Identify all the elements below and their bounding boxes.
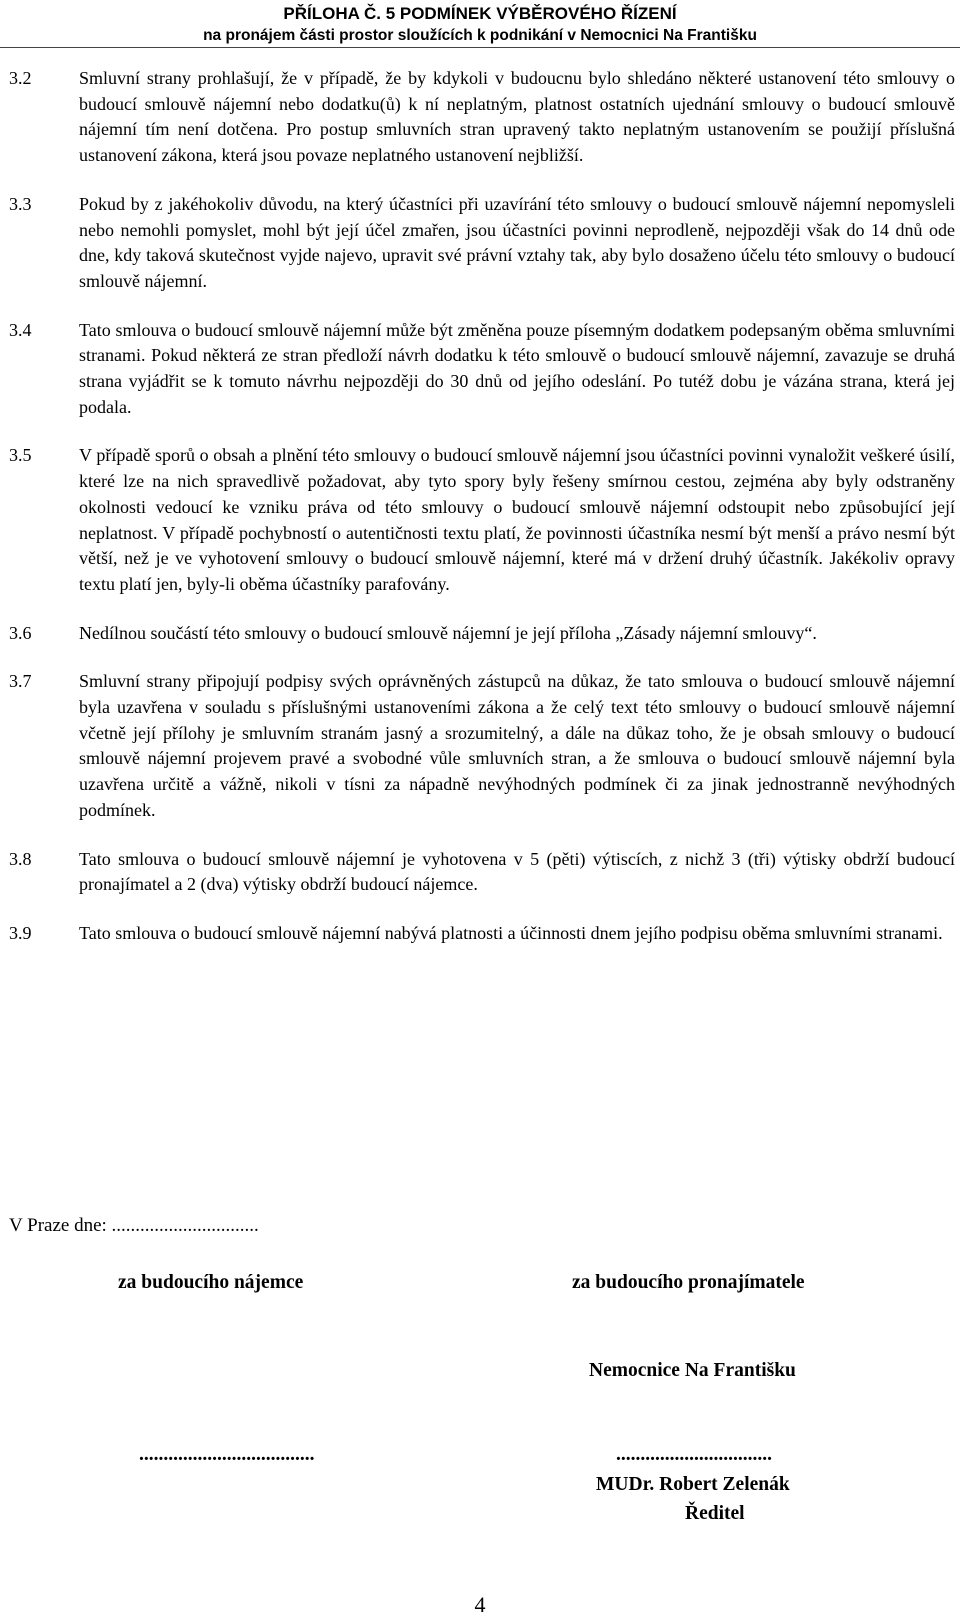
clause-3-2 [0, 66, 960, 169]
tenant-signature-line: .................................... [139, 1444, 315, 1465]
tenant-heading: za budoucího nájemce [118, 1272, 304, 1293]
clause-text: V případě sporů o obsah a plnění této smlouvy o budoucí smlouvě nájemní jsou účastníci povinni vynaložit veškeré úsilí, které lze na nich spravedlivě požadovat, aby tyto spory byly řešeny smírnou cestou, zejména aby byly odstraněny okolnosti vedoucí ke vzniku práva od této smlouvy o budoucí smlouvě nájemní odstoupit nebo způsobující její neplatnost. V případě pochybností o autentičnosti textu platí, že povinnosti účastníka nesmí být menší a právo nesmí být větší, než je ve vyhotovení smlouvy o budoucí smlouvě nájemní, které má v držení druhý účastník. Jakékoliv opravy textu platí jen, byly-li oběma účastníky parafovány. [79, 445, 955, 594]
clause-text: Smluvní strany připojují podpisy svých oprávněných zástupců na důkaz, že tato smlouva o budoucí smlouvě nájemní byla uzavřena v souladu s příslušnými ustanoveními zákona a že celý text této smlouvy o budoucí smlouvě nájemní včetně její přílohy je smluvním stranám jasný a srozumitelný, a dále na důkaz toho, že je obsah smlouvy o budoucí smlouvě nájemní projevem pravé a svobodné vůle smluvních stran, a že smlouva o budoucí smlouvě nájemní byla uzavřena určitě a vážně, nikoli v tísni za nápadně nevýhodných podmínek či za jinak jednostranně nevýhodných podmínek. [79, 671, 955, 820]
clause-3-3 [0, 192, 960, 295]
header-divider [0, 47, 960, 48]
clause-3-4 [0, 318, 960, 421]
place-and-date: V Praze dne: ............................... [9, 1215, 259, 1236]
clause-3-8 [0, 847, 960, 898]
landlord-signatory-name: MUDr. Robert Zelenák [596, 1474, 790, 1495]
clause-3-7 [0, 669, 960, 823]
clause-3-9 [0, 921, 960, 947]
landlord-signatory-role: Ředitel [685, 1503, 745, 1524]
clause-text: Pokud by z jakéhokoliv důvodu, na který účastníci při uzavírání této smlouvy o budoucí smlouvě nájemní nepomysleli nebo nemohli pomyslet, mohl být její účel zmařen, jsou účastníci povinni neprodleně, nejpozději však do 14 dnů ode dne, kdy taková skutečnost vyjde najevo, upravit své právní vztahy tak, aby bylo dosaženo účelu této smlouvy o budoucí smlouvě nájemní. [79, 193, 955, 291]
clause-text: Tato smlouva o budoucí smlouvě nájemní nabývá platnosti a účinnosti dnem jejího podpisu oběma smluvními stranami. [79, 922, 943, 943]
clause-text: Smluvní strany prohlašují, že v případě, že by kdykoli v budoucnu bylo shledáno některé ustanovení této smlouvy o budoucí smlouvě nájemní nebo dodatku(ů) k ní neplatným, platnost ostatních ujednání smlouvy o budoucí smlouvě nájemní tím není dotčena. Pro postup smluvních stran upravený takto neplatným ustanovením se použijí příslušná ustanovení zákona, která jsou povaze neplatného ustanovení nejbližší. [79, 68, 955, 166]
clause-number: 3.4 [9, 319, 32, 340]
landlord-signature-line: ................................ [616, 1444, 772, 1465]
landlord-organization: Nemocnice Na Františku [589, 1360, 796, 1381]
clause-text: Nedílnou součástí této smlouvy o budoucí smlouvě nájemní je její příloha „Zásady nájemní smlouvy“. [79, 622, 817, 643]
page-header [0, 3, 960, 47]
header-subtitle: na pronájem části prostor sloužících k podnikání v Nemocnici Na Františku [203, 27, 757, 44]
clause-3-5 [0, 443, 960, 597]
clause-text: Tato smlouva o budoucí smlouvě nájemní je vyhotovena v 5 (pěti) výtiscích, z nichž 3 (tři) výtisky obdrží budoucí pronajímatel a 2 (dva) výtisky obdrží budoucí nájemce. [79, 848, 955, 895]
clause-number: 3.5 [9, 445, 32, 466]
clause-number: 3.6 [9, 622, 32, 643]
clause-3-6 [0, 621, 960, 647]
page-number: 4 [474, 1592, 486, 1617]
clause-list [0, 66, 960, 970]
landlord-heading: za budoucího pronajímatele [572, 1272, 805, 1293]
clause-number: 3.3 [9, 193, 32, 214]
clause-number: 3.7 [9, 671, 32, 692]
clause-number: 3.2 [9, 68, 32, 88]
clause-text: Tato smlouva o budoucí smlouvě nájemní může být změněna pouze písemným dodatkem podepsaným oběma smluvními stranami. Pokud některá ze stran předloží návrh dodatku k této smlouvě o budoucí smlouvě nájemní, zavazuje se druhá strana vyjádřit se k tomuto návrhu nejpozději do 30 dnů od jejího odeslání. Po tutéž dobu je vázána strana, která jej podala. [79, 319, 955, 417]
clause-number: 3.8 [9, 848, 32, 869]
header-title: PŘÍLOHA Č. 5 PODMÍNEK VÝBĚROVÉHO ŘÍZENÍ [283, 4, 677, 23]
clause-number: 3.9 [9, 922, 32, 943]
